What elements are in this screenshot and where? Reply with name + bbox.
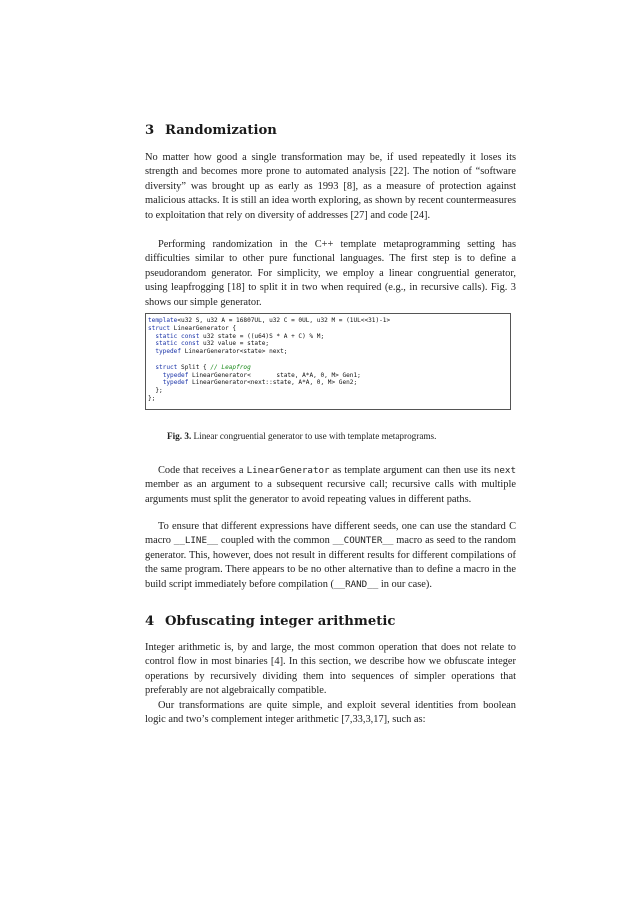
- section-number: 4: [145, 614, 155, 629]
- code-line: };: [148, 394, 156, 402]
- inline-code: LinearGenerator: [246, 465, 330, 476]
- section-4-paragraph-1: Integer arithmetic is, by and large, the most common operation that does not relate to control flow in most binaries [4]. In this section, we describe how we obfuscate integer operations by recursively dividing them into sequences of simpler operations that preferably are not algebraically compatible.: [145, 642, 516, 697]
- section-4-paragraph-2: Our transformations are quite simple, and exploit several identities from boolean logic and two’s complement integer arithmetic [7,33,3,17], such as:: [145, 700, 516, 726]
- paragraph-seed-macros: To ensure that different expressions have different seeds, one can use the standard C macro __LINE__ coupled with the common __COUNTER__ macro as seed to the random generator. This, however, does not result in different results for different compilations of the same program. There appears to be no other alternative than to define a macro in the build script immediately before compilation (__RAND__ in our case).: [145, 521, 517, 590]
- section-3-paragraph-1: No matter how good a single transformation may be, if used repeatedly it loses its strength and becomes more prone to automated analysis [22]. The notion of “software diversity” was brought up as early as 1993 [8], as a measure of protection against malicious attacks. It is still an idea worth exploring, as shown by recent countermeasures to exploitation that rely on diversity of addresses [27] and code [24].: [145, 152, 516, 221]
- code-line: static const u32 value = state;: [155, 340, 270, 348]
- section-4-heading: [145, 614, 395, 629]
- code-line: typedef LinearGenerator< state, A*A, 0, M> Gen1;: [162, 371, 361, 379]
- section-3-paragraph-2: Performing randomization in the C++ template metaprogramming setting has difficulties similar to other pure functional languages. The first step is to define a pseudorandom generator. For simplicity, we employ a linear congruential generator, using leapfrogging [18] to split it in two when required (e.g., in recursive calls). Fig. 3 shows our simple generator.: [145, 239, 516, 308]
- section-title: Randomization: [165, 123, 277, 138]
- figure-3-code-listing: [145, 313, 511, 410]
- code-line: [148, 356, 510, 364]
- code-line: static const u32 state = ((u64)S * A + C) % M;: [155, 332, 325, 340]
- code-line: typedef LinearGenerator<state> next;: [155, 348, 288, 356]
- section-title: Obfuscating integer arithmetic: [165, 614, 396, 629]
- section-number: 3: [145, 123, 155, 138]
- section-3-heading: [145, 123, 277, 138]
- inline-code: next: [493, 465, 516, 476]
- figure-3-caption: [167, 431, 436, 441]
- inline-code: __COUNTER__: [332, 535, 394, 547]
- paragraph-linear-generator-usage: Code that receives a LinearGenerator as template argument can then use its next member as an argument to a subsequent recursive call; recursive calls with multiple arguments must split the generator to avoid repeating values in different paths.: [145, 465, 516, 505]
- inline-code: __RAND__: [334, 578, 379, 590]
- inline-code: __LINE__: [173, 535, 219, 547]
- code-line: struct Split { // Leapfrog: [155, 363, 251, 371]
- code-line: };: [148, 387, 163, 395]
- code-line: template<u32 S, u32 A = 16807UL, u32 C = 0UL, u32 M = (1UL<<31)-1>: [148, 317, 391, 324]
- code-line: typedef LinearGenerator<next::state, A*A, 0, M> Gen2;: [162, 379, 358, 387]
- code-line: struct LinearGenerator {: [148, 324, 237, 332]
- caption-label: Fig. 3.: [167, 431, 192, 441]
- caption-text: Linear congruential generator to use with template metaprograms.: [193, 431, 437, 441]
